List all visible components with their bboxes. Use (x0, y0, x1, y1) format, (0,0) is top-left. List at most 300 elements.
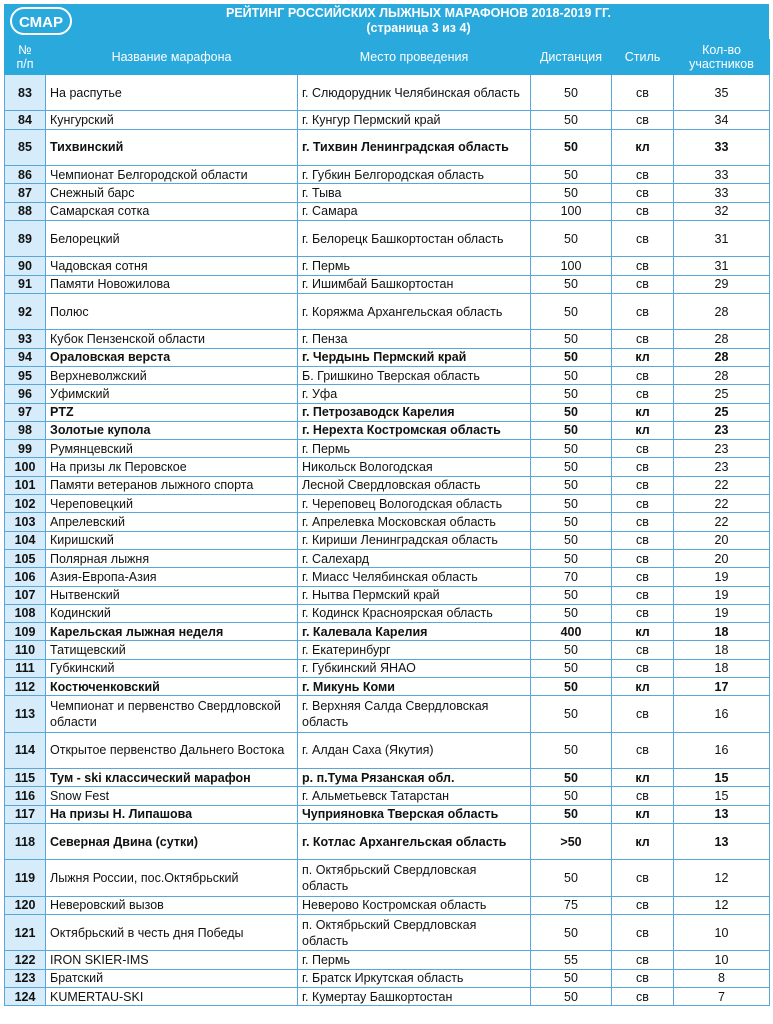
marathon-place: г. Братск Иркутская область (298, 969, 531, 987)
marathon-participants: 31 (674, 257, 770, 275)
marathon-place: г. Калевала Карелия (298, 623, 531, 641)
marathon-distance: 50 (531, 421, 612, 439)
marathon-participants: 28 (674, 330, 770, 348)
marathon-participants: 31 (674, 220, 770, 256)
row-number: 118 (5, 823, 46, 859)
marathon-name: Открытое первенство Дальнего Востока (46, 732, 298, 768)
marathon-name: Полярная лыжня (46, 549, 298, 567)
marathon-place: г. Микунь Коми (298, 677, 531, 695)
row-number: 117 (5, 805, 46, 823)
marathon-place: г. Кумертау Башкортостан (298, 988, 531, 1006)
row-number: 99 (5, 440, 46, 458)
marathon-distance: 50 (531, 275, 612, 293)
marathon-name: KUMERTAU-SKI (46, 988, 298, 1006)
marathon-participants: 23 (674, 421, 770, 439)
marathon-style: св (612, 641, 674, 659)
marathon-distance: 50 (531, 111, 612, 129)
marathon-distance: 100 (531, 202, 612, 220)
marathon-style: кл (612, 623, 674, 641)
marathon-name: На распутье (46, 75, 298, 111)
marathon-distance: 50 (531, 988, 612, 1006)
marathon-participants: 18 (674, 659, 770, 677)
marathon-participants: 13 (674, 805, 770, 823)
table-row (5, 166, 770, 184)
marathon-participants: 32 (674, 202, 770, 220)
marathon-participants: 16 (674, 696, 770, 732)
row-number: 91 (5, 275, 46, 293)
table-row (5, 293, 770, 329)
marathon-place: р. п.Тума Рязанская обл. (298, 769, 531, 787)
table-row (5, 440, 770, 458)
title-line-1: РЕЙТИНГ РОССИЙСКИХ ЛЫЖНЫХ МАРАФОНОВ 2018-2019 ГГ. (226, 6, 611, 20)
marathon-style: св (612, 604, 674, 622)
table-row (5, 330, 770, 348)
table-row (5, 513, 770, 531)
row-number: 122 (5, 951, 46, 969)
table-row (5, 403, 770, 421)
col-header-style: Стиль (612, 40, 674, 75)
marathon-style: св (612, 696, 674, 732)
marathon-participants: 20 (674, 549, 770, 567)
marathon-place: г. Белорецк Башкортостан область (298, 220, 531, 256)
marathon-participants: 13 (674, 823, 770, 859)
table-row (5, 641, 770, 659)
marathon-place: г. Кодинск Красноярская область (298, 604, 531, 622)
table-row (5, 531, 770, 549)
marathon-style: св (612, 458, 674, 476)
marathon-name: Северная Двина (сутки) (46, 823, 298, 859)
marathon-distance: 50 (531, 787, 612, 805)
table-row (5, 896, 770, 914)
table-row (5, 951, 770, 969)
row-number: 84 (5, 111, 46, 129)
table-row (5, 257, 770, 275)
marathon-distance: 50 (531, 641, 612, 659)
marathon-distance: 75 (531, 896, 612, 914)
marathon-participants: 22 (674, 513, 770, 531)
marathon-distance: 50 (531, 860, 612, 896)
marathon-place: г. Нытва Пермский край (298, 586, 531, 604)
marathon-distance: 50 (531, 184, 612, 202)
marathon-name: IRON SKIER-IMS (46, 951, 298, 969)
table-row (5, 677, 770, 695)
table-row (5, 495, 770, 513)
marathon-distance: 50 (531, 458, 612, 476)
marathon-style: св (612, 440, 674, 458)
marathon-distance: 50 (531, 403, 612, 421)
marathon-participants: 7 (674, 988, 770, 1006)
marathon-participants: 25 (674, 385, 770, 403)
marathon-style: св (612, 293, 674, 329)
marathon-place: г. Кунгур Пермский край (298, 111, 531, 129)
marathon-participants: 8 (674, 969, 770, 987)
marathon-distance: 50 (531, 385, 612, 403)
marathon-distance: 50 (531, 440, 612, 458)
marathon-distance: 50 (531, 495, 612, 513)
col-header-distance: Дистанция (531, 40, 612, 75)
marathon-name: Памяти ветеранов лыжного спорта (46, 476, 298, 494)
row-number: 92 (5, 293, 46, 329)
marathon-participants: 28 (674, 366, 770, 384)
marathon-style: св (612, 860, 674, 896)
page-header (4, 4, 769, 39)
marathon-place: г. Пермь (298, 257, 531, 275)
marathon-style: кл (612, 129, 674, 165)
marathon-participants: 17 (674, 677, 770, 695)
marathon-participants: 25 (674, 403, 770, 421)
row-number: 119 (5, 860, 46, 896)
row-number: 103 (5, 513, 46, 531)
marathon-style: кл (612, 677, 674, 695)
row-number: 107 (5, 586, 46, 604)
marathon-participants: 23 (674, 458, 770, 476)
table-row (5, 275, 770, 293)
table-row (5, 549, 770, 567)
marathon-place: Б. Гришкино Тверская область (298, 366, 531, 384)
marathon-name: Уфимский (46, 385, 298, 403)
marathon-distance: 50 (531, 293, 612, 329)
row-number: 116 (5, 787, 46, 805)
marathon-participants: 16 (674, 732, 770, 768)
row-number: 90 (5, 257, 46, 275)
marathon-distance: 50 (531, 677, 612, 695)
row-number: 111 (5, 659, 46, 677)
marathon-place: г. Миасс Челябинская область (298, 568, 531, 586)
marathon-style: кл (612, 348, 674, 366)
marathon-place: Неверово Костромская область (298, 896, 531, 914)
row-number: 109 (5, 623, 46, 641)
marathon-style: св (612, 385, 674, 403)
marathon-distance: 50 (531, 531, 612, 549)
marathon-place: Лесной Свердловская область (298, 476, 531, 494)
marathon-place: г. Екатеринбург (298, 641, 531, 659)
row-number: 112 (5, 677, 46, 695)
marathon-place: г. Самара (298, 202, 531, 220)
marathon-name: Памяти Новожилова (46, 275, 298, 293)
marathon-rating-table (4, 39, 770, 1006)
marathon-distance: 50 (531, 915, 612, 951)
marathon-name: Азия-Европа-Азия (46, 568, 298, 586)
marathon-place: п. Октябрьский Свердловская область (298, 915, 531, 951)
marathon-name: Снежный барс (46, 184, 298, 202)
marathon-participants: 34 (674, 111, 770, 129)
marathon-place: г. Пенза (298, 330, 531, 348)
marathon-participants: 29 (674, 275, 770, 293)
marathon-distance: 50 (531, 513, 612, 531)
marathon-place: г. Тыва (298, 184, 531, 202)
marathon-distance: 50 (531, 75, 612, 111)
marathon-place: Чуприяновка Тверская область (298, 805, 531, 823)
marathon-name: PTZ (46, 403, 298, 421)
marathon-distance: 400 (531, 623, 612, 641)
marathon-name: Костюченковский (46, 677, 298, 695)
marathon-place: г. Коряжма Архангельская область (298, 293, 531, 329)
marathon-participants: 12 (674, 896, 770, 914)
marathon-name: Череповецкий (46, 495, 298, 513)
marathon-distance: 70 (531, 568, 612, 586)
marathon-place: г. Нерехта Костромская область (298, 421, 531, 439)
marathon-place: г. Тихвин Ленинградская область (298, 129, 531, 165)
marathon-name: Нытвенский (46, 586, 298, 604)
marathon-name: Тум - ski классический марафон (46, 769, 298, 787)
row-number: 108 (5, 604, 46, 622)
marathon-place: г. Пермь (298, 440, 531, 458)
marathon-name: Золотые купола (46, 421, 298, 439)
row-number: 93 (5, 330, 46, 348)
table-row (5, 366, 770, 384)
marathon-distance: 50 (531, 586, 612, 604)
table-row (5, 220, 770, 256)
marathon-place: г. Череповец Вологодская область (298, 495, 531, 513)
marathon-participants: 33 (674, 129, 770, 165)
marathon-distance: 50 (531, 769, 612, 787)
marathon-place: г. Губкинский ЯНАО (298, 659, 531, 677)
marathon-style: св (612, 787, 674, 805)
marathon-distance: 50 (531, 659, 612, 677)
marathon-name: Татищевский (46, 641, 298, 659)
marathon-style: св (612, 549, 674, 567)
marathon-name: Киришский (46, 531, 298, 549)
row-number: 114 (5, 732, 46, 768)
marathon-name: Верхневолжский (46, 366, 298, 384)
marathon-name: Кунгурский (46, 111, 298, 129)
marathon-distance: 50 (531, 805, 612, 823)
marathon-name: Кодинский (46, 604, 298, 622)
marathon-participants: 19 (674, 604, 770, 622)
marathon-name: Snow Fest (46, 787, 298, 805)
table-row (5, 659, 770, 677)
row-number: 113 (5, 696, 46, 732)
marathon-style: св (612, 513, 674, 531)
row-number: 121 (5, 915, 46, 951)
marathon-place: г. Пермь (298, 951, 531, 969)
table-row (5, 969, 770, 987)
marathon-participants: 22 (674, 476, 770, 494)
marathon-place: п. Октябрьский Свердловская область (298, 860, 531, 896)
table-row (5, 787, 770, 805)
marathon-distance: 50 (531, 732, 612, 768)
marathon-participants: 28 (674, 293, 770, 329)
row-number: 123 (5, 969, 46, 987)
marathon-name: Губкинский (46, 659, 298, 677)
table-row (5, 184, 770, 202)
marathon-participants: 19 (674, 568, 770, 586)
table-row (5, 696, 770, 732)
marathon-distance: 55 (531, 951, 612, 969)
row-number: 100 (5, 458, 46, 476)
marathon-distance: 50 (531, 476, 612, 494)
marathon-place: г. Котлас Архангельская область (298, 823, 531, 859)
marathon-name: Белорецкий (46, 220, 298, 256)
marathon-distance: 50 (531, 366, 612, 384)
marathon-participants: 12 (674, 860, 770, 896)
marathon-style: кл (612, 421, 674, 439)
row-number: 94 (5, 348, 46, 366)
table-row (5, 129, 770, 165)
marathon-distance: 50 (531, 969, 612, 987)
table-row (5, 458, 770, 476)
marathon-participants: 22 (674, 495, 770, 513)
marathon-name: Самарская сотка (46, 202, 298, 220)
row-number: 87 (5, 184, 46, 202)
marathon-distance: 50 (531, 220, 612, 256)
marathon-name: Чемпионат Белгородской области (46, 166, 298, 184)
table-row (5, 805, 770, 823)
marathon-style: кл (612, 823, 674, 859)
row-number: 120 (5, 896, 46, 914)
smar-logo-icon (10, 7, 72, 35)
row-number: 83 (5, 75, 46, 111)
marathon-place: г. Верхняя Салда Свердловская область (298, 696, 531, 732)
marathon-participants: 33 (674, 184, 770, 202)
marathon-style: св (612, 951, 674, 969)
marathon-participants: 10 (674, 951, 770, 969)
marathon-place: г. Губкин Белгородская область (298, 166, 531, 184)
marathon-place: г. Салехард (298, 549, 531, 567)
marathon-style: св (612, 75, 674, 111)
col-header-name: Название марафона (46, 40, 298, 75)
marathon-participants: 19 (674, 586, 770, 604)
row-number: 97 (5, 403, 46, 421)
table-row (5, 421, 770, 439)
marathon-place: г. Алдан Саха (Якутия) (298, 732, 531, 768)
row-number: 124 (5, 988, 46, 1006)
marathon-place: г. Апрелевка Московская область (298, 513, 531, 531)
marathon-name: Карельская лыжная неделя (46, 623, 298, 641)
marathon-style: св (612, 257, 674, 275)
row-number: 89 (5, 220, 46, 256)
marathon-distance: >50 (531, 823, 612, 859)
marathon-name: На призы лк Перовское (46, 458, 298, 476)
marathon-place: г. Петрозаводск Карелия (298, 403, 531, 421)
marathon-name: Лыжня России, пос.Октябрьский (46, 860, 298, 896)
row-number: 86 (5, 166, 46, 184)
row-number: 115 (5, 769, 46, 787)
row-number: 88 (5, 202, 46, 220)
marathon-distance: 50 (531, 604, 612, 622)
marathon-participants: 20 (674, 531, 770, 549)
marathon-place: Никольск Вологодская (298, 458, 531, 476)
row-number: 105 (5, 549, 46, 567)
table-row (5, 604, 770, 622)
marathon-name: Братский (46, 969, 298, 987)
table-row (5, 111, 770, 129)
marathon-style: кл (612, 403, 674, 421)
marathon-name: Кубок Пензенской области (46, 330, 298, 348)
row-number: 102 (5, 495, 46, 513)
marathon-distance: 50 (531, 549, 612, 567)
marathon-style: св (612, 531, 674, 549)
marathon-style: кл (612, 805, 674, 823)
table-header-row (5, 40, 770, 75)
marathon-place: г. Кириши Ленинградская область (298, 531, 531, 549)
table-row (5, 568, 770, 586)
marathon-place: г. Альметьевск Татарстан (298, 787, 531, 805)
table-row (5, 623, 770, 641)
marathon-name: Апрелевский (46, 513, 298, 531)
marathon-style: св (612, 275, 674, 293)
row-number: 110 (5, 641, 46, 659)
row-number: 95 (5, 366, 46, 384)
marathon-distance: 100 (531, 257, 612, 275)
table-row (5, 75, 770, 111)
marathon-place: г. Уфа (298, 385, 531, 403)
marathon-style: св (612, 495, 674, 513)
col-header-participants: Кол-во участников (674, 40, 770, 75)
marathon-style: св (612, 732, 674, 768)
marathon-participants: 18 (674, 641, 770, 659)
table-row (5, 476, 770, 494)
marathon-participants: 23 (674, 440, 770, 458)
marathon-participants: 18 (674, 623, 770, 641)
marathon-place: г. Слюдорудник Челябинская область (298, 75, 531, 111)
col-header-num: № п/п (5, 40, 46, 75)
table-row (5, 915, 770, 951)
marathon-style: св (612, 659, 674, 677)
marathon-participants: 15 (674, 787, 770, 805)
marathon-style: св (612, 111, 674, 129)
table-row (5, 823, 770, 859)
row-number: 104 (5, 531, 46, 549)
marathon-place: г. Чердынь Пермский край (298, 348, 531, 366)
marathon-name: Румянцевский (46, 440, 298, 458)
marathon-style: кл (612, 769, 674, 787)
logo-text: СМАР (19, 14, 63, 31)
marathon-name: Чадовская сотня (46, 257, 298, 275)
marathon-style: св (612, 476, 674, 494)
table-row (5, 732, 770, 768)
table-row (5, 348, 770, 366)
marathon-style: св (612, 568, 674, 586)
marathon-participants: 10 (674, 915, 770, 951)
table-row (5, 769, 770, 787)
table-row (5, 202, 770, 220)
marathon-place: г. Ишимбай Башкортостан (298, 275, 531, 293)
marathon-style: св (612, 330, 674, 348)
marathon-style: св (612, 915, 674, 951)
table-row (5, 988, 770, 1006)
marathon-distance: 50 (531, 166, 612, 184)
marathon-name: Тихвинский (46, 129, 298, 165)
table-row (5, 860, 770, 896)
marathon-name: На призы Н. Липашова (46, 805, 298, 823)
marathon-name: Ораловская верста (46, 348, 298, 366)
marathon-style: св (612, 184, 674, 202)
row-number: 98 (5, 421, 46, 439)
marathon-name: Октябрьский в честь дня Победы (46, 915, 298, 951)
marathon-distance: 50 (531, 348, 612, 366)
row-number: 106 (5, 568, 46, 586)
title-line-2: (страница 3 из 4) (366, 21, 471, 35)
row-number: 85 (5, 129, 46, 165)
marathon-style: св (612, 220, 674, 256)
marathon-distance: 50 (531, 129, 612, 165)
row-number: 101 (5, 476, 46, 494)
marathon-style: св (612, 202, 674, 220)
marathon-style: св (612, 969, 674, 987)
col-header-place: Место проведения (298, 40, 531, 75)
marathon-style: св (612, 166, 674, 184)
row-number: 96 (5, 385, 46, 403)
marathon-style: св (612, 896, 674, 914)
marathon-participants: 33 (674, 166, 770, 184)
marathon-participants: 28 (674, 348, 770, 366)
marathon-participants: 15 (674, 769, 770, 787)
marathon-distance: 50 (531, 696, 612, 732)
marathon-distance: 50 (531, 330, 612, 348)
marathon-style: св (612, 988, 674, 1006)
marathon-style: св (612, 586, 674, 604)
